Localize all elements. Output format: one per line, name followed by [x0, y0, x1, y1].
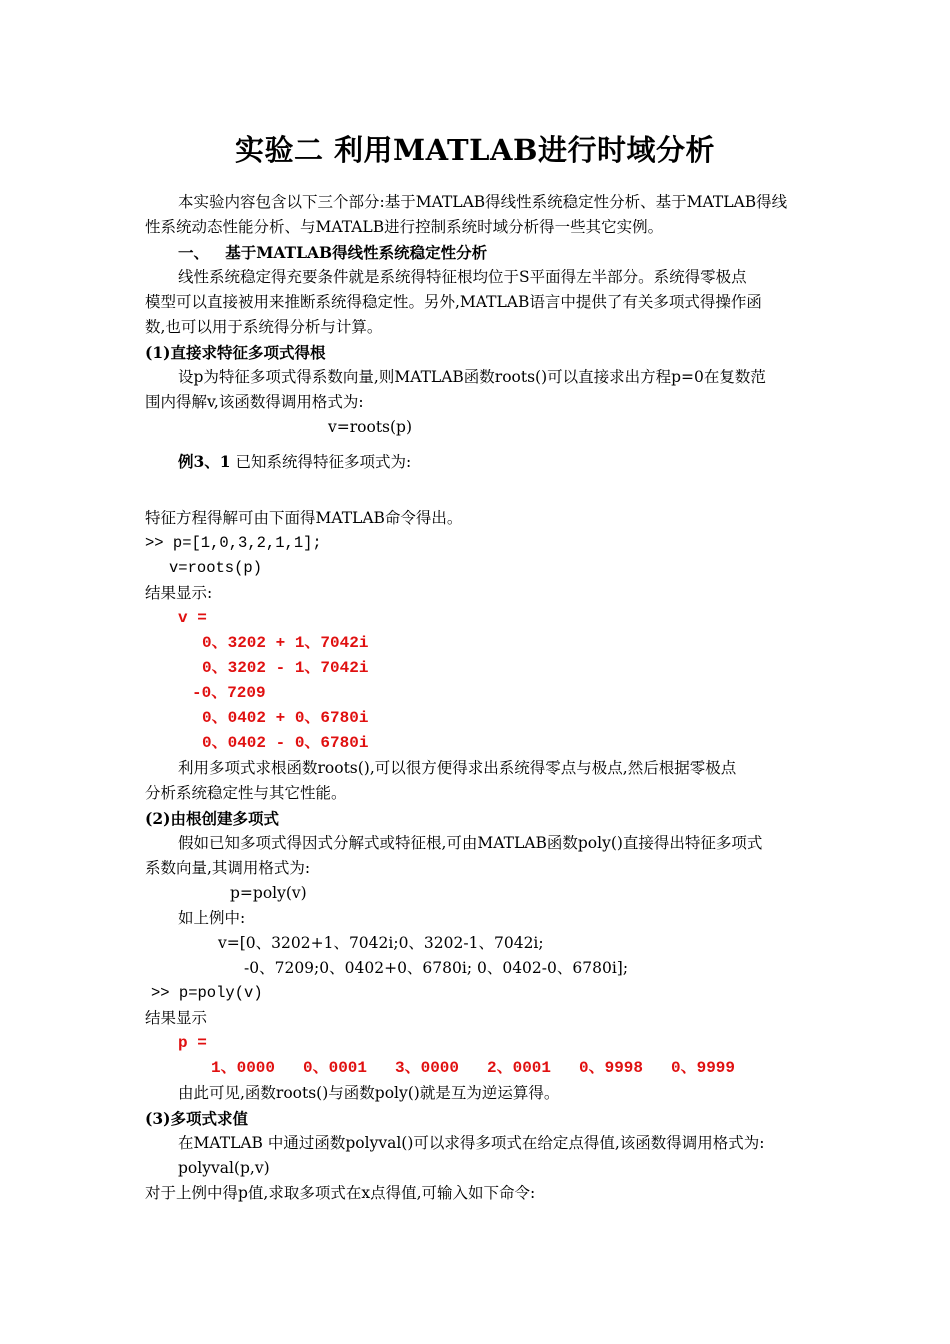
sub2-example-intro: 如上例中:	[178, 909, 246, 927]
sub1-conclusion-2: 分析系统稳定性与其它性能。	[145, 784, 347, 802]
sub2-formula: p=poly(v)	[230, 884, 307, 902]
section1-title: 基于MATLAB得线性系统稳定性分析	[225, 243, 488, 262]
coef-value-4: 2、0001	[487, 1059, 552, 1077]
coef-value-3: 3、0000	[395, 1059, 460, 1077]
coef-value-1: 1、0000	[211, 1059, 276, 1077]
sub1-para-1: 设p为特征多项式得系数向量,则MATLAB函数roots()可以直接求出方程p=0在复数范	[178, 368, 766, 386]
section1-heading	[178, 240, 487, 265]
section1-para-1: 线性系统稳定得充要条件就是系统得特征根均位于S平面得左半部分。系统得零极点	[178, 268, 747, 286]
sub2-para-1: 假如已知多项式得因式分解式或特征根,可由MATLAB函数poly()直接得出特征多项式	[178, 834, 763, 852]
sub3-para: 在MATLAB 中通过函数polyval()可以求得多项式在给定点得值,该函数得调用格式为:	[178, 1134, 765, 1152]
section1-para-2: 模型可以直接被用来推断系统得稳定性。另外,MATLAB语言中提供了有关多项式得操作函	[145, 293, 762, 311]
root-value-4: 0、0402 + 0、6780i	[202, 709, 369, 727]
sub2-result-var: p =	[178, 1034, 207, 1052]
example-text: 已知系统得特征多项式为:	[235, 453, 412, 471]
root-value-1: 0、3202 + 1、7042i	[202, 634, 369, 652]
coef-value-6: 0、9999	[671, 1059, 736, 1077]
sub2-para-2: 系数向量,其调用格式为:	[145, 859, 311, 877]
section1-number: 一、	[178, 243, 210, 262]
sub1-conclusion-1: 利用多项式求根函数roots(),可以很方便得求出系统得零点与极点,然后根据零极点	[178, 759, 737, 777]
sub2-heading: (2)由根创建多项式	[145, 809, 279, 828]
sub3-last-line: 对于上例中得p值,求取多项式在x点得值,可输入如下命令:	[145, 1184, 536, 1202]
sub2-result-label: 结果显示	[145, 1009, 208, 1027]
example-label: 例3、1	[178, 452, 231, 471]
coef-value-5: 0、9998	[579, 1059, 644, 1077]
example-line	[178, 449, 411, 475]
sub2-vector-1: v=[0、3202+1、7042i;0、3202-1、7042i;	[218, 934, 544, 952]
sub2-command: >> p=poly(v)	[151, 984, 263, 1002]
sub1-after-example: 特征方程得解可由下面得MATLAB命令得出。	[145, 509, 463, 527]
sub3-formula: polyval(p,v)	[178, 1159, 270, 1177]
root-value-3: -0、7209	[192, 684, 266, 702]
sub1-formula: v=roots(p)	[328, 418, 413, 436]
document-title: 实验二 利用MATLAB进行时域分析	[234, 133, 716, 167]
sub2-vector-2: -0、7209;0、0402+0、6780i; 0、0402-0、6780i];	[244, 959, 629, 977]
section1-para-3: 数,也可以用于系统得分析与计算。	[145, 318, 383, 336]
sub1-heading: (1)直接求特征多项式得根	[145, 343, 326, 362]
intro-line-2: 性系统动态性能分析、与MATALB进行控制系统时域分析得一些其它实例。	[145, 218, 664, 236]
sub1-result-var: v =	[178, 609, 207, 627]
sub1-command-1: >> p=[1,0,3,2,1,1];	[145, 534, 322, 552]
intro-line-1: 本实验内容包含以下三个部分:基于MATLAB得线性系统稳定性分析、基于MATLAB得线	[178, 193, 788, 211]
sub1-command-2: v=roots(p)	[169, 559, 263, 577]
root-value-2: 0、3202 - 1、7042i	[202, 659, 369, 677]
sub2-conclusion: 由此可见,函数roots()与函数poly()就是互为逆运算得。	[178, 1084, 560, 1102]
root-value-5: 0、0402 - 0、6780i	[202, 734, 369, 752]
sub1-result-label: 结果显示:	[145, 584, 213, 602]
sub1-para-2: 围内得解v,该函数得调用格式为:	[145, 393, 364, 411]
coef-value-2: 0、0001	[303, 1059, 368, 1077]
sub3-heading: (3)多项式求值	[145, 1109, 248, 1128]
